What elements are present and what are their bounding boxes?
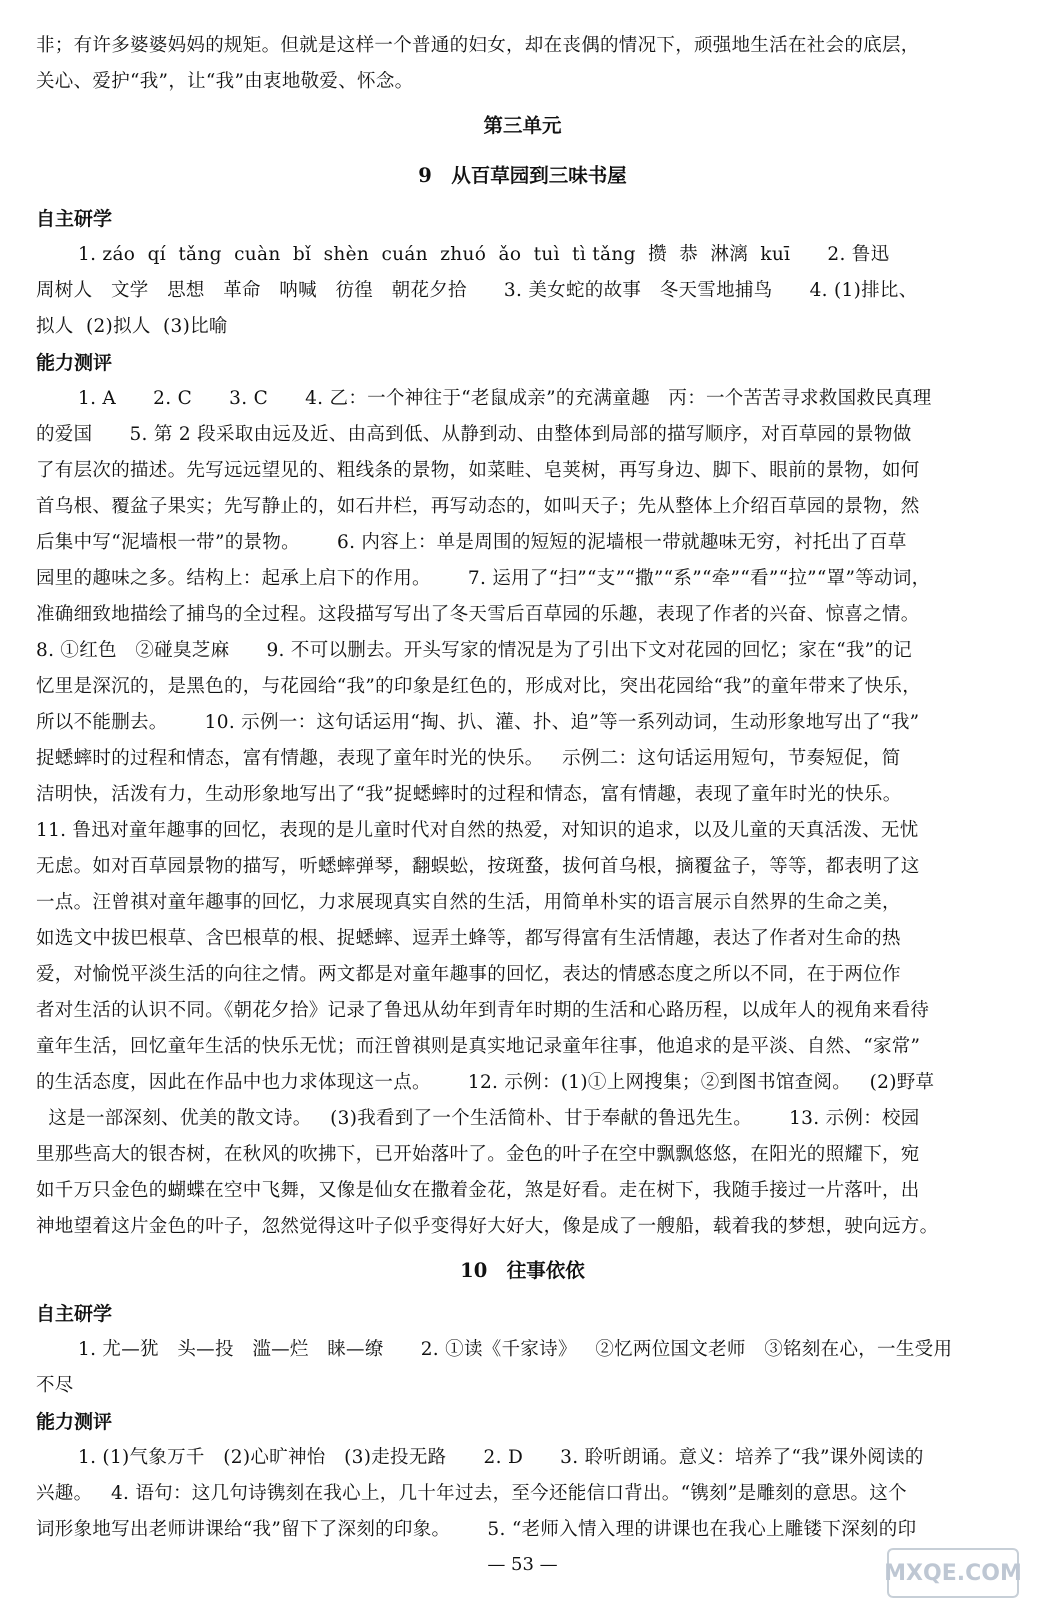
text-line: 这是一部深刻、优美的散文诗。 (3)我看到了一个生活简朴、甘于奉献的鲁迅先生。 13. 示例：校园 <box>36 1108 920 1129</box>
text-line: 的生活态度，因此在作品中也力求体现这一点。 12. 示例：(1)①上网搜集；②到图书馆查阅。 (2)野草 <box>36 1072 935 1093</box>
text-line: 一点。汪曾祺对童年趣事的回忆，力求展现真实自然的生活，用简单朴实的语言展示自然界的生命之美， <box>36 892 901 913</box>
text-line: 不尽 <box>36 1375 74 1396</box>
watermark-logo: MXQE.COM <box>887 1548 1019 1598</box>
text-line: 的爱国 5. 第 2 段采取由远及近、由高到低、从静到动、由整体到局部的描写顺序，对百草园的景物做 <box>36 424 912 445</box>
text-line: 捉蟋蟀时的过程和情态，富有情趣，表现了童年时光的快乐。 示例二：这句话运用短句，节奏短促，简 <box>36 748 901 769</box>
text-line: 1. záo qí tǎng cuàn bǐ shèn cuán zhuó ǎo tuì tì tǎng 攒 恭 淋漓 kuī 2. 鲁迅 <box>78 244 890 265</box>
section-heading: 自主研学 <box>36 208 113 230</box>
section-heading: 自主研学 <box>36 1303 113 1325</box>
text-line: 拟人 (2)拟人 (3)比喻 <box>36 316 228 337</box>
page-number: — 53 — <box>487 1554 558 1575</box>
text-line: 11. 鲁迅对童年趣事的回忆，表现的是儿童时代对自然的热爱，对知识的追求，以及儿童的天真活泼、无忧 <box>36 820 919 841</box>
lesson-title: 9 从百草园到三味书屋 <box>418 164 627 187</box>
text-line: 周树人 文学 思想 革命 呐喊 彷徨 朝花夕拾 3. 美女蛇的故事 冬天雪地捕鸟 4. (1)排比、 <box>36 280 918 301</box>
text-line: 词形象地写出老师讲课给“我”留下了深刻的印象。 5. “老师入情入理的讲课也在我心上雕镂下深刻的印 <box>36 1519 917 1540</box>
text-line: 1. (1)气象万千 (2)心旷神怡 (3)走投无路 2. D 3. 聆听朗诵。意义：培养了“我”课外阅读的 <box>78 1447 924 1468</box>
text-line: 神地望着这片金色的叶子，忽然觉得这叶子似乎变得好大好大，像是成了一艘船，载着我的梦想，驶向远方。 <box>36 1216 939 1237</box>
text-line: 关心、爱护“我”，让“我”由衷地敬爱、怀念。 <box>36 71 414 92</box>
text-line: 非；有许多婆婆妈妈的规矩。但就是这样一个普通的妇女，却在丧偶的情况下，顽强地生活在社会的底层， <box>36 35 920 56</box>
text-line: 兴趣。 4. 语句：这几句诗镌刻在我心上，几十年过去，至今还能信口背出。“镌刻”是雕刻的意思。这个 <box>36 1483 907 1504</box>
text-line: 者对生活的认识不同。《朝花夕拾》记录了鲁迅从幼年到青年时期的生活和心路历程，以成年人的视角来看待 <box>36 1000 930 1021</box>
text-line: 准确细致地描绘了捕鸟的全过程。这段描写写出了冬天雪后百草园的乐趣，表现了作者的兴奋、惊喜之情。 <box>36 604 920 625</box>
text-line: 童年生活，回忆童年生活的快乐无忧；而汪曾祺则是真实地记录童年往事，他追求的是平淡、自然、“家常” <box>36 1036 921 1057</box>
text-line: 如千万只金色的蝴蝶在空中飞舞，又像是仙女在撒着金花，煞是好看。走在树下，我随手接过一片落叶，出 <box>36 1180 920 1201</box>
text-line: 后集中写“泥墙根一带”的景物。 6. 内容上：单是周围的短短的泥墙根一带就趣味无穷，衬托出了百草 <box>36 532 907 553</box>
section-heading: 能力测评 <box>36 352 113 374</box>
text-line: 里那些高大的银杏树，在秋风的吹拂下，已开始落叶了。金色的叶子在空中飘飘悠悠，在阳光的照耀下，宛 <box>36 1144 920 1165</box>
text-line: 如选文中拔巴根草、含巴根草的根、捉蟋蟀、逗弄土蜂等，都写得富有生活情趣，表达了作者对生命的热 <box>36 928 901 949</box>
text-line: 爱，对愉悦平淡生活的向往之情。两文都是对童年趣事的回忆，表达的情感态度之所以不同，在于两位作 <box>36 964 901 985</box>
text-line: 无虑。如对百草园景物的描写，听蟋蟀弹琴，翻蜈蚣，按斑蝥，拔何首乌根，摘覆盆子，等等，都表明了这 <box>36 856 920 877</box>
text-line: 忆里是深沉的，是黑色的，与花园给“我”的印象是红色的，形成对比，突出花园给“我”的童年带来了快乐， <box>36 676 922 697</box>
text-line: 所以不能删去。 10. 示例一：这句话运用“掏、扒、灌、扑、追”等一系列动词，生动形象地写出了“我” <box>36 712 920 733</box>
text-line: 首乌根、覆盆子果实；先写静止的，如石井栏，再写动态的，如叫天子；先从整体上介绍百草园的景物，然 <box>36 496 920 517</box>
unit-title: 第三单元 <box>483 114 562 137</box>
text-line: 8. ①红色 ②碰臭芝麻 9. 不可以删去。开头写家的情况是为了引出下文对花园的回忆；家在“我”的记 <box>36 640 913 661</box>
text-line: 1. A 2. C 3. C 4. 乙：一个神往于“老鼠成亲”的充满童趣 丙：一个苦苦寻求救国救民真理 <box>78 388 932 409</box>
section-heading: 能力测评 <box>36 1411 113 1433</box>
text-line: 了有层次的描述。先写远远望见的、粗线条的景物，如菜畦、皂荚树，再写身边、脚下、眼前的景物，如何 <box>36 460 920 481</box>
text-line: 洁明快，活泼有力，生动形象地写出了“我”捉蟋蟀时的过程和情态，富有情趣，表现了童年时光的快乐。 <box>36 784 902 805</box>
text-line: 园里的趣味之多。结构上：起承上启下的作用。 7. 运用了“扫”“支”“撒”“系”“牵”“看”“拉”“罩”等动词， <box>36 568 931 589</box>
text-line: 1. 尤—犹 头—投 滥—烂 睐—缭 2. ①读《千家诗》 ②忆两位国文老师 ③铭刻在心，一生受用 <box>78 1339 953 1360</box>
lesson-title: 10 往事依依 <box>460 1259 585 1282</box>
